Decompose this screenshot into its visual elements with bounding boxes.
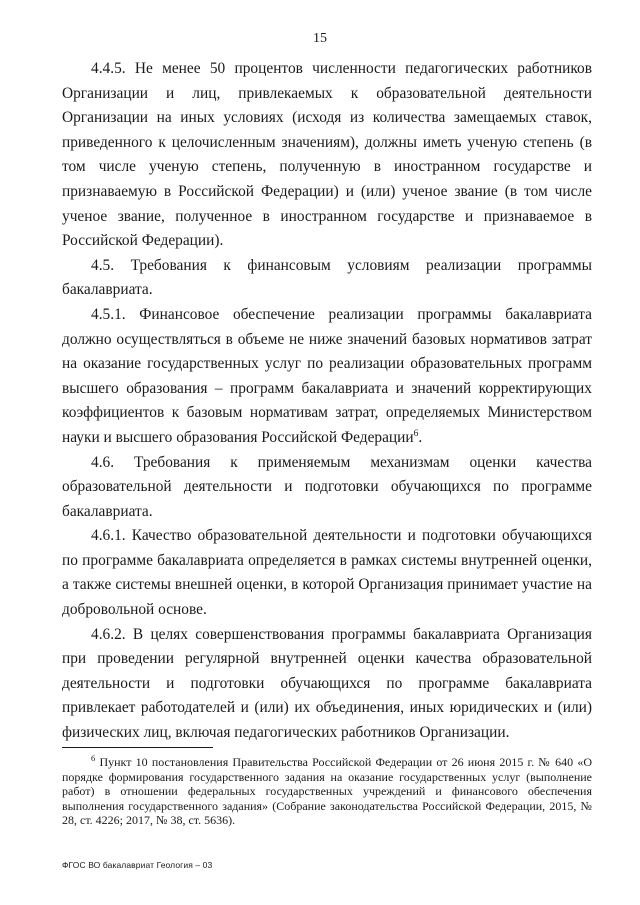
footnote-marker: 6 [91,753,96,763]
paragraph-4-6-1: 4.6.1. Качество образовательной деятельности и подготовки обучающихся по программе бакалавриата определяется в рамках системы внутренней оценки, а также системы внешней оценки, в которой Организация принимает участие на добровольной основе. [62,527,592,619]
footnote-reference: 6 [413,428,419,439]
paragraph-4-6: 4.6. Требования к применяемым механизмам оценки качества образовательной деятельности и подготовки обучающихся по программе бакалавриата. [62,453,592,520]
paragraph-4-5-1-tail: . [418,428,423,446]
page-number: 15 [313,31,327,46]
paragraph-4-6-2: 4.6.2. В целях совершенствования программы бакалавриата Организация при проведении регулярной внутренней оценки качества образовательной деятельности и подготовки обучающихся по программе бакалавриата привлекает работодателей и (или) их объединения, иных юридических и (или) физических лиц, включая педагогических работников Организации. [62,625,592,742]
paragraph-4-4-5: 4.4.5. Не менее 50 процентов численности педагогических работников Организации и лиц, привлекаемых к образовательной деятельности Организации на иных условиях (исходя из количества замещаемых ставок, приведенного к целочисленным значениям), должны иметь ученую степень (в том числе ученую степень, полученную в иностранном государстве и признаваемую в Российской Федерации) и (или) ученое звание (в том числе ученое звание, полученное в иностранном государстве и признаваемое в Российской Федерации). [62,60,592,250]
footnote-text: Пункт 10 постановления Правительства Российской Федерации от 26 июня 2015 г. № 640 «О порядке формирования государственного задания на оказание государственных услуг (выполнение работ) в отношении федеральных государственных учреждений и финансового обеспечения выполнения государственного задания» (Собрание законодательства Российской Федерации, 2015, № 28, ст. 4226; 2017, № 38, ст. 5636). [62,755,592,828]
footnote [62,755,592,828]
paragraph-4-5-1-text: 4.5.1. Финансовое обеспечение реализации программы бакалавриата должно осуществляться в объеме не ниже значений базовых нормативов затрат на оказание государственных услуг по реализации образовательных программ высшего образования – программ бакалавриата и значений корректирующих коэффициентов к базовым нормативам затрат, определяемых Министерством науки и высшего образования Российской Федерации [62,305,592,446]
main-text [62,57,592,746]
document-footer: ФГОС ВО бакалавриат Геология – 03 [62,860,213,870]
footnote-separator [62,747,213,748]
paragraph-4-5-1 [62,303,592,451]
paragraph-4-5: 4.5. Требования к финансовым условиям реализации программы бакалавриата. [62,256,592,299]
